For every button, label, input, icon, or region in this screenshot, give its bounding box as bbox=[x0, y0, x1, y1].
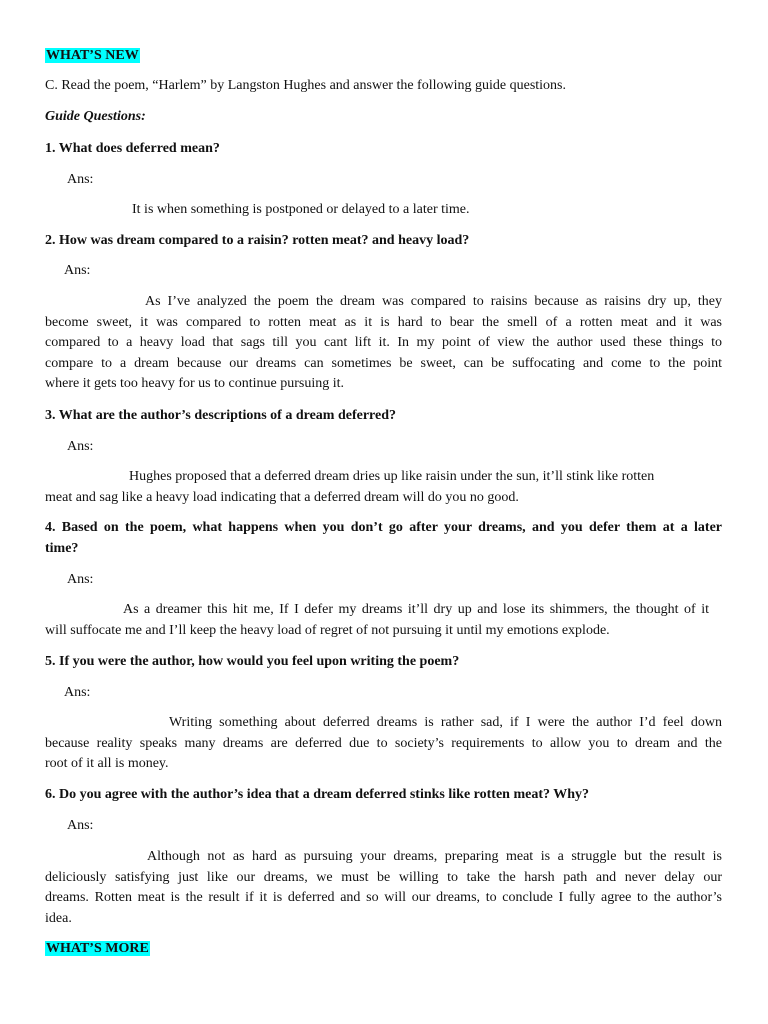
question-4-line: 4. Based on the poem, what happens when you don’t go after your dreams, and you defer them at a later bbox=[45, 520, 722, 535]
answer-1: It is when something is postponed or delayed to a later time. bbox=[132, 202, 470, 217]
answer-5 bbox=[45, 713, 722, 775]
answer-2-line: become sweet, it was compared to rotten meat as it is hard to bear the smell of a rotten meat and it was bbox=[45, 314, 722, 330]
answer-5-line: root of it all is money. bbox=[45, 756, 169, 771]
answer-3-line: meat and sag like a heavy load indicating that a deferred dream will do you no good. bbox=[45, 489, 519, 505]
answer-6-line: Although not as hard as pursuing your dreams, preparing meat is a struggle but the result is bbox=[147, 849, 722, 864]
answer-3-line: Hughes proposed that a deferred dream dries up like raisin under the sun, it’ll stink like rotten bbox=[129, 469, 655, 484]
question-3: 3. What are the author’s descriptions of a dream deferred? bbox=[45, 408, 396, 423]
answer-2-line: compared to a heavy load that sags till you cant lift it. In my point of view the author used these things to bbox=[45, 335, 722, 350]
answer-6 bbox=[45, 847, 722, 929]
question-6: 6. Do you agree with the author’s idea that a dream deferred stinks like rotten meat? Why? bbox=[45, 787, 590, 802]
question-4 bbox=[45, 518, 722, 559]
answer-5-line: because reality speaks many dreams are deferred due to society’s requirements to allow you to dream and the bbox=[45, 735, 722, 751]
answer-4-line: will suffocate me and I’ll keep the heavy load of regret of not pursuing it until my emotions explode. bbox=[45, 622, 610, 638]
answer-label-4: Ans: bbox=[67, 572, 94, 587]
answer-5-line: Writing something about deferred dreams is rather sad, if I were the author I’d feel down bbox=[169, 715, 722, 730]
question-4-line: time? bbox=[45, 540, 79, 556]
instruction-text: C. Read the poem, “Harlem” by Langston Hughes and answer the following guide questions. bbox=[45, 78, 566, 93]
answer-6-line: idea. bbox=[45, 910, 72, 926]
answer-6-line: dreams. Rotten meat is the result if it is deferred and so will our dreams, to conclude I fully agree to the author’s bbox=[45, 890, 722, 905]
answer-4 bbox=[45, 600, 709, 641]
answer-3 bbox=[45, 467, 695, 508]
answer-2-line: As I’ve analyzed the poem the dream was compared to raisins because as raisins dry up, they bbox=[145, 294, 722, 309]
guide-questions-title: Guide Questions: bbox=[45, 109, 146, 124]
answer-2-line: compare to a dream because our dreams can sometimes be sweet, can be suffocating and come to the point bbox=[45, 355, 722, 371]
question-2: 2. How was dream compared to a raisin? rotten meat? and heavy load? bbox=[45, 233, 470, 248]
answer-label-3: Ans: bbox=[67, 439, 94, 454]
answer-4-line: As a dreamer this hit me, If I defer my dreams it’ll dry up and lose its shimmers, the thought of it bbox=[123, 602, 709, 617]
answer-2 bbox=[45, 292, 722, 395]
answer-label-1: Ans: bbox=[67, 172, 94, 187]
section-heading-whats-new: WHAT’S NEW bbox=[46, 48, 139, 63]
answer-label-2: Ans: bbox=[64, 263, 91, 278]
answer-label-6: Ans: bbox=[67, 818, 94, 833]
answer-label-5: Ans: bbox=[64, 685, 91, 700]
answer-2-line: where it gets too heavy for us to continue pursuing it. bbox=[45, 376, 344, 391]
question-5: 5. If you were the author, how would you feel upon writing the poem? bbox=[45, 654, 460, 669]
section-heading-whats-more: WHAT’S MORE bbox=[46, 941, 149, 956]
answer-6-line: deliciously satisfying just like our dreams, we must be willing to take the harsh path and never delay our bbox=[45, 869, 722, 885]
question-1: 1. What does deferred mean? bbox=[45, 141, 220, 156]
